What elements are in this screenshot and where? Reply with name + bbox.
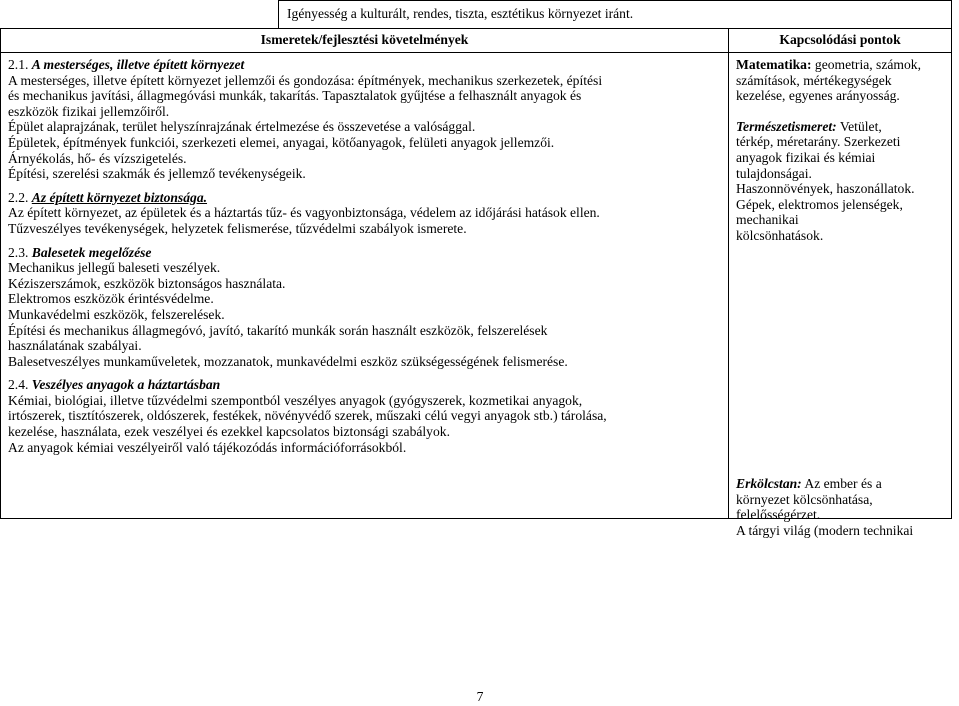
text-line: A mesterséges, illetve épített környezet jellemzői és gondozása: építmények, mechanikus szerkezetek, építési xyxy=(8,72,603,88)
left-content xyxy=(8,57,726,455)
text-line: Építési és mechanikus állagmegóvó, javító, takarító munkák során használt eszközök, felszerelések xyxy=(8,322,548,338)
text-line: Munkavédelmi eszközök, felszerelések. xyxy=(8,306,225,322)
section-2-3 xyxy=(8,245,726,370)
section-number: 2.1. xyxy=(8,57,29,72)
text-line: Mechanikus jellegű baleseti veszélyek. xyxy=(8,260,221,276)
text-line: eszközök fizikai jellemzőiről. xyxy=(8,103,170,119)
right-content xyxy=(736,57,951,538)
section-2-1-heading xyxy=(8,57,726,73)
text-line: Kémiai, biológiai, illetve tűzvédelmi szempontból veszélyes anyagok (gyógyszerek, kozmetikai anyagok, xyxy=(8,392,583,408)
text-line: Gépek, elektromos jelenségek, xyxy=(736,196,903,212)
text-line: kölcsönhatások. xyxy=(736,227,824,243)
text-line: irtószerek, tisztítószerek, oldószerek, festékek, növényvédő szerek, műszaki célú vegyi anyagok stb.) tárolása, xyxy=(8,408,607,424)
header-right xyxy=(729,32,951,48)
header-right-text: Kapcsolódási pontok xyxy=(779,32,901,47)
section-number: 2.3. xyxy=(8,244,29,260)
top-row-text: Igényesség a kulturált, rendes, tiszta, esztétikus környezet iránt. xyxy=(287,6,634,21)
text-line: Vetület, xyxy=(839,118,882,134)
section-2-2 xyxy=(8,190,726,237)
section-2-4-heading xyxy=(8,377,726,393)
section-title: Balesetek megelőzése xyxy=(31,244,152,260)
text-line: Árnyékolás, hő- és vízszigetelés. xyxy=(8,150,187,166)
text-line: Az ember és a xyxy=(804,476,882,491)
header-left-text: Ismeretek/fejlesztési követelmények xyxy=(260,32,469,47)
text-line: használatának szabályai. xyxy=(8,338,142,354)
text-line: felelősségérzet. xyxy=(736,507,821,523)
text-line: Balesetveszélyes munkaműveletek, mozzanatok, munkavédelmi eszköz szükségességének felismerése. xyxy=(8,353,568,369)
header-left xyxy=(1,32,728,48)
math-label: Matematika: xyxy=(736,57,812,72)
text-line: tulajdonságai. xyxy=(736,165,812,181)
text-line: számítások, mértékegységek xyxy=(736,72,892,88)
page-number: 7 xyxy=(476,689,484,704)
text-line: Az anyagok kémiai veszélyeiről való tájékozódás információforrásokból. xyxy=(8,439,407,455)
section-title: Az épített környezet biztonsága. xyxy=(31,189,208,205)
section-title: Veszélyes anyagok a háztartásban xyxy=(31,377,221,393)
text-line: Az épített környezet, az épületek és a háztartás tűz- és vagyonbiztonsága, védelem az időjárási hatások ellen. xyxy=(8,205,600,221)
text-line: környezet kölcsönhatása, xyxy=(736,491,873,507)
ethics-label: Erkölcstan: xyxy=(736,476,802,491)
text-line: Épület alaprajzának, terület helyszínrajzának értelmezése és összevetése a valósággal. xyxy=(8,119,476,135)
section-number: 2.4. xyxy=(8,377,29,393)
text-line: A tárgyi világ (modern technikai xyxy=(736,522,914,538)
text-line: kezelése, használata, ezek veszélyei és ezekkel kapcsolatos biztonsági szabályok. xyxy=(8,424,450,440)
text-line: kezelése, egyenes arányosság. xyxy=(736,88,900,104)
text-line: Építési, szerelési szakmák és jellemző tevékenységeik. xyxy=(8,166,306,182)
text-line: térkép, méretarány. Szerkezeti xyxy=(736,134,901,150)
text-line: és mechanikus javítási, állagmegóvási munkák, takarítás. Tapasztalatok gyűjtése a felhasznált anyagok és xyxy=(8,88,582,104)
ethics-links xyxy=(736,476,913,538)
science-links xyxy=(736,119,951,244)
math-links xyxy=(736,57,951,104)
section-2-4 xyxy=(8,377,726,455)
top-row xyxy=(278,0,952,29)
section-title: A mesterséges, illetve épített környezet xyxy=(31,57,245,72)
text-line: anyagok fizikai és kémiai xyxy=(736,149,876,165)
text-line: mechanikai xyxy=(736,212,799,228)
section-2-1 xyxy=(8,57,726,182)
text-line: Kéziszerszámok, eszközök biztonságos használata. xyxy=(8,275,286,291)
text-line: Épületek, építmények funkciói, szerkezeti elemei, anyagai, kötőanyagok, felületi anyagok jellemzői. xyxy=(8,134,555,150)
section-2-2-heading xyxy=(8,190,726,206)
text-line: Tűzveszélyes tevékenységek, helyzetek felismerése, tűzvédelmi szabályok ismerete. xyxy=(8,220,467,236)
text-line: geometria, számok, xyxy=(814,57,921,72)
main-table xyxy=(0,28,952,538)
text-line: Haszonnövények, haszonállatok. xyxy=(736,181,915,197)
science-label: Természetismeret: xyxy=(736,118,837,134)
section-2-3-heading xyxy=(8,245,726,261)
section-number: 2.2. xyxy=(8,189,29,205)
text-line: Elektromos eszközök érintésvédelme. xyxy=(8,291,214,307)
